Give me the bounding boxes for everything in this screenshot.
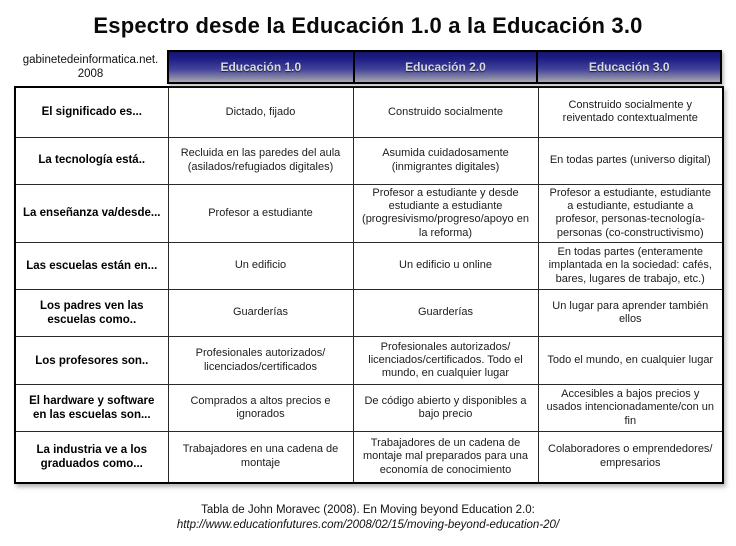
cell: Trabajadores en una cadena de montaje: [168, 432, 353, 483]
row-label: El hardware y software en las escuelas son...: [15, 385, 168, 432]
cell: Recluida en las paredes del aula (asilados/refugiados digitales): [168, 137, 353, 184]
table-header-row: [14, 50, 722, 84]
cell: Un lugar para aprender también ellos: [538, 290, 723, 337]
cell: Asumida cuidadosamente (inmigrantes digitales): [353, 137, 538, 184]
cell: Trabajadores de un cadena de montaje mal preparados para una economía de conocimiento: [353, 432, 538, 483]
table-row: [15, 87, 723, 137]
comparison-table: [14, 86, 724, 484]
table-row: [15, 385, 723, 432]
cell: En todas partes (universo digital): [538, 137, 723, 184]
table-row: [15, 184, 723, 243]
page-title: Espectro desde la Educación 1.0 a la Educación 3.0: [93, 13, 643, 38]
cell: Accesibles a bajos precios y usados intencionadamente/con un fin: [538, 385, 723, 432]
cell: Un edificio u online: [353, 243, 538, 290]
cell: Construido socialmente y reiventado contextualmente: [538, 87, 723, 137]
cell: Colaboradores o emprendedores/ empresarios: [538, 432, 723, 483]
source-caption: [0, 503, 736, 533]
table-row: [15, 290, 723, 337]
cell: Comprados a altos precios e ignorados: [168, 385, 353, 432]
cell: Guarderías: [168, 290, 353, 337]
cell: Guarderías: [353, 290, 538, 337]
row-label: La enseñanza va/desde...: [15, 184, 168, 243]
table-row: [15, 432, 723, 483]
row-label: El significado es...: [15, 87, 168, 137]
cell: Dictado, fijado: [168, 87, 353, 137]
cell: De código abierto y disponibles a bajo precio: [353, 385, 538, 432]
credit-line-2: 2008: [77, 68, 104, 80]
cell: En todas partes (enteramente implantada en la sociedad: cafés, bares, lugares de trabajo, etc.): [538, 243, 723, 290]
column-header-educacion-3: Educación 3.0: [536, 52, 720, 82]
table-row: [15, 137, 723, 184]
cell: Profesionales autorizados/ licenciados/certificados. Todo el mundo, en cualquier lugar: [353, 337, 538, 385]
row-label: Las escuelas están en...: [15, 243, 168, 290]
column-header-educacion-2: Educación 2.0: [353, 52, 537, 82]
row-label: Los profesores son..: [15, 337, 168, 385]
table-row: [15, 337, 723, 385]
cell: Profesor a estudiante y desde estudiante a estudiante (progresivismo/progreso/apoyo en la reforma): [353, 184, 538, 243]
source-url: http://www.educationfutures.com/2008/02/15/moving-beyond-education-20/: [176, 518, 560, 531]
row-label: La tecnología está..: [15, 137, 168, 184]
credit-line-1: gabinetedeinformatica.net.: [22, 53, 159, 66]
cell: Profesor a estudiante, estudiante a estudiante, estudiante a profesor, personas-tecnología-personas (co-constructivismo): [538, 184, 723, 243]
column-headers: [167, 50, 722, 84]
cell: Construido socialmente: [353, 87, 538, 137]
cell: Todo el mundo, en cualquier lugar: [538, 337, 723, 385]
row-label: La industria ve a los graduados como...: [15, 432, 168, 483]
source-caption-line: Tabla de John Moravec (2008). En Moving beyond Education 2.0:: [201, 503, 535, 516]
credit-text: [14, 50, 167, 84]
row-label: Los padres ven las escuelas como..: [15, 290, 168, 337]
cell: Profesor a estudiante: [168, 184, 353, 243]
column-header-educacion-1: Educación 1.0: [220, 60, 302, 74]
cell: Un edificio: [168, 243, 353, 290]
cell: Profesionales autorizados/ licenciados/certificados: [168, 337, 353, 385]
table-row: [15, 243, 723, 290]
